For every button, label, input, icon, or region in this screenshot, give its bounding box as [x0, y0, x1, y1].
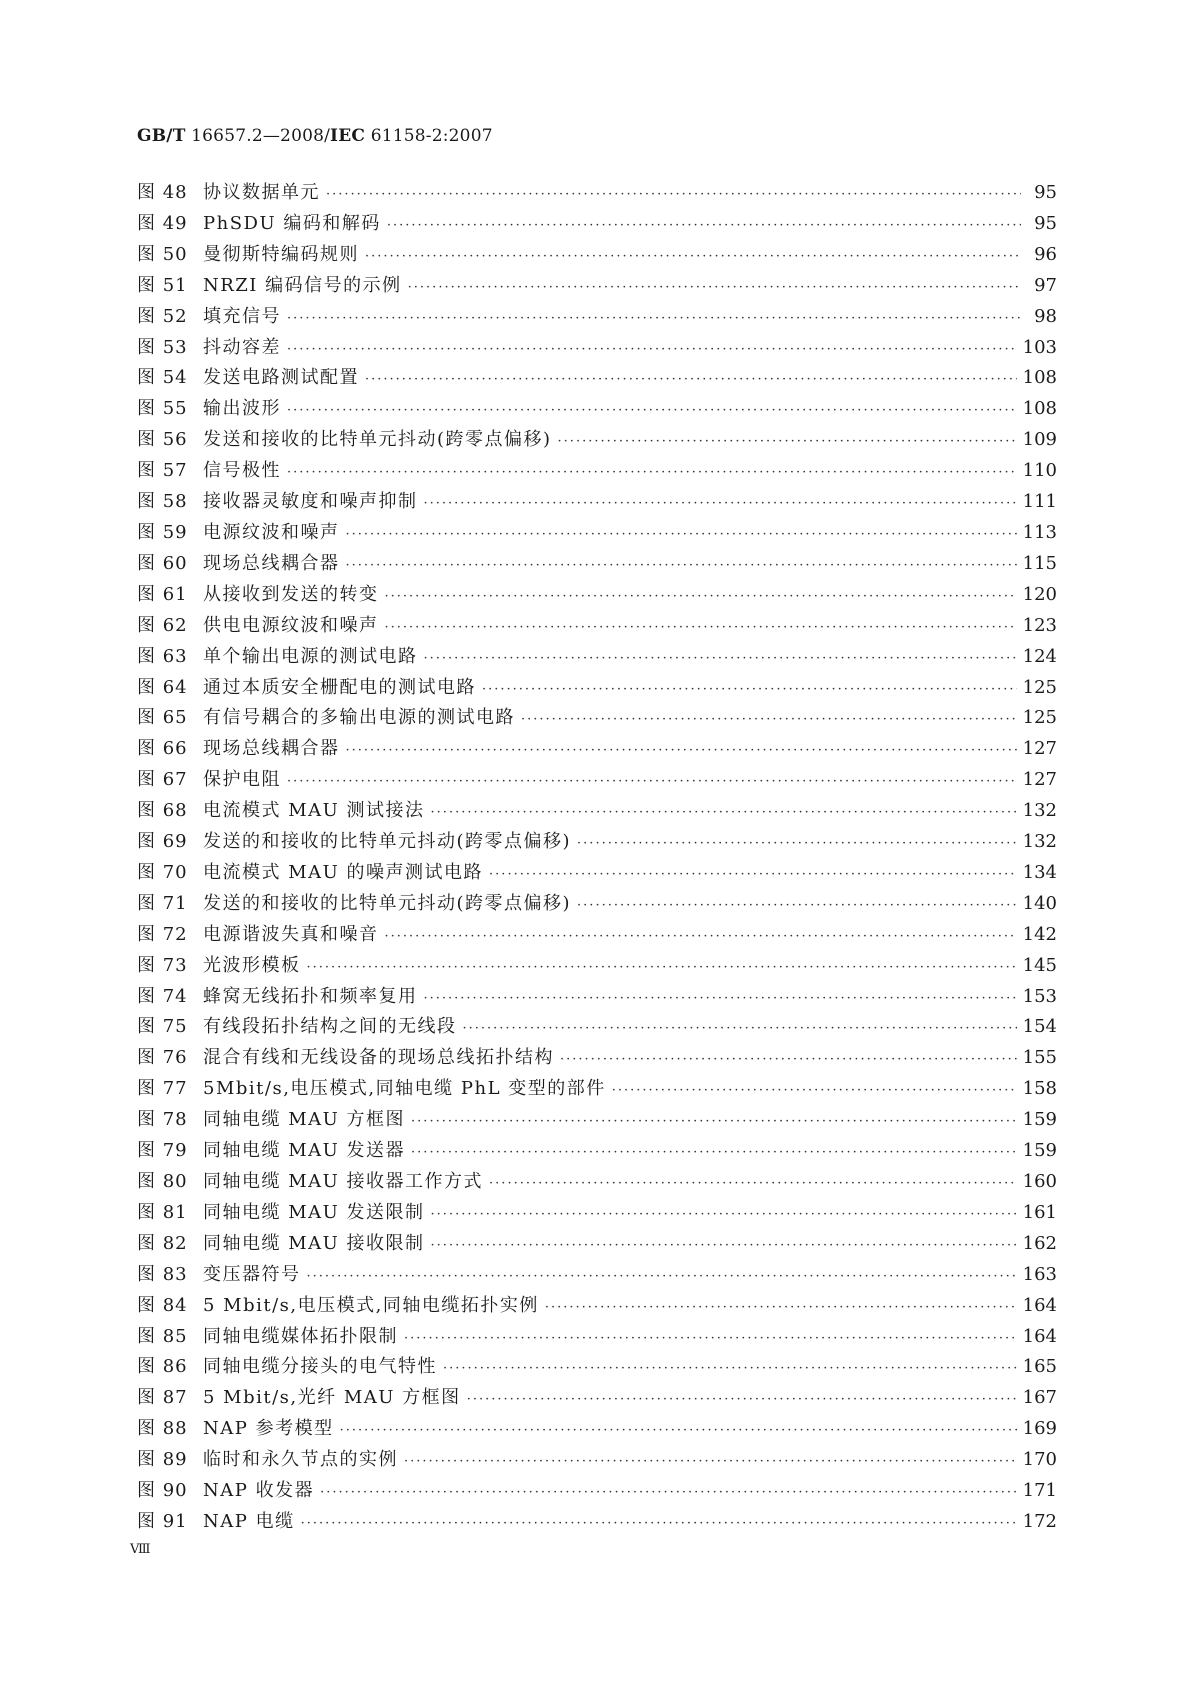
toc-entry[interactable]	[137, 1383, 1057, 1414]
figure-label: 图 62	[137, 614, 188, 636]
dot-leader	[560, 1045, 1017, 1076]
figure-label: 图 56	[137, 429, 188, 451]
toc-entry[interactable]	[137, 1043, 1057, 1074]
figure-title: 曼彻斯特编码规则	[203, 243, 359, 265]
figure-page-number: 109	[1022, 429, 1057, 451]
figure-title: 填充信号	[203, 305, 281, 327]
figure-page-number: 134	[1022, 861, 1057, 883]
figure-page-number: 110	[1022, 460, 1057, 482]
dot-leader	[340, 1416, 1017, 1447]
figure-label: 图 57	[137, 460, 188, 482]
figure-page-number: 169	[1022, 1418, 1057, 1440]
dot-leader	[431, 1200, 1017, 1231]
toc-entry[interactable]	[137, 178, 1057, 209]
figure-page-number: 108	[1022, 367, 1057, 389]
figure-page-number: 153	[1022, 985, 1057, 1007]
dot-leader	[365, 365, 1017, 396]
dot-leader	[404, 1324, 1017, 1355]
toc-entry[interactable]	[137, 982, 1057, 1013]
dot-leader	[558, 427, 1017, 458]
figure-label: 图 85	[137, 1325, 188, 1347]
dot-leader	[301, 1509, 1017, 1540]
figure-page-number: 145	[1022, 954, 1057, 976]
figure-label: 图 77	[137, 1078, 188, 1100]
figure-page-number: 96	[1034, 243, 1057, 265]
dot-leader	[287, 304, 1021, 335]
figure-title: 信号极性	[203, 460, 281, 482]
dot-leader	[287, 767, 1017, 798]
dot-leader	[431, 1231, 1017, 1262]
toc-entry[interactable]	[137, 1198, 1057, 1229]
dot-leader	[411, 1138, 1017, 1169]
toc-entry[interactable]	[137, 487, 1057, 518]
toc-entry[interactable]	[137, 456, 1057, 487]
figure-label: 图 78	[137, 1109, 188, 1131]
figure-list	[137, 178, 1057, 1538]
figure-label: 图 76	[137, 1047, 188, 1069]
figure-label: 图 66	[137, 738, 188, 760]
figure-title: 混合有线和无线设备的现场总线拓扑结构	[203, 1047, 554, 1069]
figure-page-number: 159	[1022, 1109, 1057, 1131]
dot-leader	[482, 675, 1017, 706]
figure-label: 图 64	[137, 676, 188, 698]
toc-entry[interactable]	[137, 1352, 1057, 1383]
dot-leader	[307, 953, 1017, 984]
toc-entry[interactable]	[137, 240, 1057, 271]
figure-page-number: 155	[1022, 1047, 1057, 1069]
figure-label: 图 88	[137, 1418, 188, 1440]
figure-title: 现场总线耦合器	[203, 552, 340, 574]
dot-leader	[443, 1354, 1017, 1385]
dot-leader	[326, 180, 1021, 211]
figure-label: 图 81	[137, 1201, 188, 1223]
figure-label: 图 69	[137, 831, 188, 853]
figure-page-number: 95	[1034, 212, 1057, 234]
toc-entry[interactable]	[137, 951, 1057, 982]
figure-title: 单个输出电源的测试电路	[203, 645, 418, 667]
figure-label: 图 54	[137, 367, 188, 389]
figure-title: 电流模式 MAU 的噪声测试电路	[203, 861, 484, 883]
figure-title: NAP 收发器	[203, 1480, 315, 1502]
figure-title: 发送的和接收的比特单元抖动(跨零点偏移)	[203, 831, 572, 853]
figure-title: 通过本质安全栅配电的测试电路	[203, 676, 476, 698]
toc-entry[interactable]	[137, 549, 1057, 580]
figure-page-number: 103	[1022, 336, 1057, 358]
toc-entry[interactable]	[137, 673, 1057, 704]
toc-entry[interactable]	[137, 1012, 1057, 1043]
toc-entry[interactable]	[137, 765, 1057, 796]
figure-label: 图 61	[137, 583, 188, 605]
dot-leader	[404, 1447, 1017, 1478]
dot-leader	[577, 829, 1017, 860]
figure-title: 同轴电缆 MAU 发送限制	[203, 1201, 425, 1223]
figure-title: 同轴电缆分接头的电气特性	[203, 1356, 437, 1378]
dot-leader	[365, 242, 1021, 273]
toc-entry[interactable]	[137, 642, 1057, 673]
figure-label: 图 74	[137, 985, 188, 1007]
figure-title: NRZI 编码信号的示例	[203, 274, 402, 296]
toc-entry[interactable]	[137, 271, 1057, 302]
figure-label: 图 67	[137, 769, 188, 791]
figure-title: 从接收到发送的转变	[203, 583, 379, 605]
figure-label: 图 65	[137, 707, 188, 729]
dot-leader	[385, 613, 1017, 644]
toc-entry[interactable]	[137, 1229, 1057, 1260]
toc-entry[interactable]	[137, 827, 1057, 858]
toc-entry[interactable]	[137, 1507, 1057, 1538]
figure-page-number: 132	[1022, 800, 1057, 822]
dot-leader	[408, 273, 1021, 304]
figure-label: 图 55	[137, 398, 188, 420]
figure-title: 电流模式 MAU 测试接法	[203, 800, 425, 822]
figure-label: 图 73	[137, 954, 188, 976]
toc-entry[interactable]	[137, 1445, 1057, 1476]
toc-entry[interactable]	[137, 858, 1057, 889]
toc-entry[interactable]	[137, 889, 1057, 920]
figure-label: 图 82	[137, 1232, 188, 1254]
dot-leader	[489, 860, 1017, 891]
figure-label: 图 72	[137, 923, 188, 945]
figure-label: 图 83	[137, 1263, 188, 1285]
toc-entry[interactable]	[137, 333, 1057, 364]
figure-page-number: 115	[1022, 552, 1057, 574]
figure-title: 变压器符号	[203, 1263, 301, 1285]
figure-page-number: 167	[1022, 1387, 1057, 1409]
figure-page-number: 111	[1022, 491, 1057, 513]
dot-leader	[467, 1385, 1017, 1416]
figure-page-number: 163	[1022, 1263, 1057, 1285]
figure-label: 图 60	[137, 552, 188, 574]
toc-entry[interactable]	[137, 1260, 1057, 1291]
figure-page-number: 95	[1034, 182, 1057, 203]
figure-title: 供电电源纹波和噪声	[203, 614, 379, 636]
figure-title: 保护电阻	[203, 769, 281, 791]
figure-label: 图 89	[137, 1449, 188, 1471]
dot-leader	[463, 1014, 1017, 1045]
figure-label: 图 71	[137, 892, 188, 914]
figure-title: 同轴电缆 MAU 发送器	[203, 1140, 406, 1162]
figure-label: 图 59	[137, 521, 188, 543]
figure-page-number: 158	[1022, 1078, 1057, 1100]
figure-page-number: 164	[1022, 1294, 1057, 1316]
figure-label: 图 90	[137, 1480, 188, 1502]
figure-page-number: 125	[1022, 676, 1057, 698]
figure-title: NAP 参考模型	[203, 1418, 334, 1440]
dot-leader	[287, 458, 1017, 489]
figure-label: 图 75	[137, 1016, 188, 1038]
figure-title: 有线段拓扑结构之间的无线段	[203, 1016, 457, 1038]
figure-title: 同轴电缆媒体拓扑限制	[203, 1325, 398, 1347]
figure-title: 有信号耦合的多输出电源的测试电路	[203, 707, 515, 729]
figure-label: 图 58	[137, 491, 188, 513]
figure-title: 现场总线耦合器	[203, 738, 340, 760]
page-number: Ⅷ	[130, 1542, 150, 1557]
figure-label: 图 80	[137, 1171, 188, 1192]
toc-entry[interactable]	[137, 1105, 1057, 1136]
toc-entry[interactable]	[137, 734, 1057, 765]
toc-entry[interactable]	[137, 518, 1057, 549]
figure-page-number: 127	[1022, 738, 1057, 760]
standard-id: GB/T	[137, 126, 186, 146]
toc-entry[interactable]	[137, 425, 1057, 456]
dot-leader	[387, 211, 1021, 242]
figure-title: 5 Mbit/s,电压模式,同轴电缆拓扑实例	[203, 1294, 539, 1316]
dot-leader	[424, 984, 1017, 1015]
figure-page-number: 171	[1022, 1480, 1057, 1502]
figure-page-number: 165	[1022, 1356, 1057, 1378]
figure-title: 5Mbit/s,电压模式,同轴电缆 PhL 变型的部件	[203, 1078, 606, 1100]
figure-title: 抖动容差	[203, 336, 281, 358]
figure-title: NAP 电缆	[203, 1510, 295, 1532]
dot-leader	[424, 489, 1017, 520]
figure-label: 图 91	[137, 1510, 188, 1532]
figure-title: 接收器灵敏度和噪声抑制	[203, 491, 418, 513]
toc-entry[interactable]	[137, 1074, 1057, 1105]
iec-id: IEC	[330, 126, 366, 146]
figure-title: 发送和接收的比特单元抖动(跨零点偏移)	[203, 429, 552, 451]
dot-leader	[346, 736, 1017, 767]
figure-page-number: 140	[1022, 892, 1057, 914]
figure-page-number: 97	[1034, 274, 1057, 296]
dot-leader	[545, 1293, 1017, 1324]
figure-title: 同轴电缆 MAU 方框图	[203, 1109, 406, 1131]
figure-label: 图 49	[137, 212, 188, 234]
toc-entry[interactable]	[137, 703, 1057, 734]
figure-page-number: 162	[1022, 1232, 1057, 1254]
toc-entry[interactable]	[137, 1322, 1057, 1353]
figure-label: 图 79	[137, 1140, 188, 1162]
figure-label: 图 63	[137, 645, 188, 667]
figure-page-number: 164	[1022, 1325, 1057, 1347]
figure-label: 图 68	[137, 800, 188, 822]
figure-page-number: 172	[1022, 1510, 1057, 1532]
dot-leader	[577, 891, 1017, 922]
dot-leader	[287, 335, 1017, 366]
toc-entry[interactable]	[137, 1167, 1057, 1198]
figure-page-number: 154	[1022, 1016, 1057, 1038]
dot-leader	[385, 582, 1017, 613]
figure-title: 同轴电缆 MAU 接收限制	[203, 1232, 425, 1254]
figure-title: 临时和永久节点的实例	[203, 1449, 398, 1471]
figure-title: 蜂窝无线拓扑和频率复用	[203, 985, 418, 1007]
figure-title: PhSDU 编码和解码	[203, 212, 381, 234]
toc-entry[interactable]	[137, 920, 1057, 951]
toc-entry[interactable]	[137, 1136, 1057, 1167]
toc-entry[interactable]	[137, 580, 1057, 611]
toc-entry[interactable]	[137, 209, 1057, 240]
figure-page-number: 161	[1022, 1201, 1057, 1223]
figure-page-number: 125	[1022, 707, 1057, 729]
figure-title: 输出波形	[203, 398, 281, 420]
figure-page-number: 124	[1022, 645, 1057, 667]
dot-leader	[346, 520, 1017, 551]
figure-label: 图 48	[137, 182, 188, 203]
figure-label: 图 87	[137, 1387, 188, 1409]
figure-label: 图 52	[137, 305, 188, 327]
dot-leader	[431, 798, 1017, 829]
figure-page-number: 123	[1022, 614, 1057, 636]
toc-entry[interactable]	[137, 302, 1057, 333]
figure-label: 图 53	[137, 336, 188, 358]
dot-leader	[287, 396, 1017, 427]
figure-title: 电源谐波失真和噪音	[203, 923, 379, 945]
toc-entry[interactable]	[137, 363, 1057, 394]
figure-title: 5 Mbit/s,光纤 MAU 方框图	[203, 1387, 461, 1409]
figure-label: 图 70	[137, 861, 188, 883]
figure-title: 电源纹波和噪声	[203, 521, 340, 543]
figure-page-number: 113	[1022, 521, 1057, 543]
figure-page-number: 108	[1022, 398, 1057, 420]
toc-entry[interactable]	[137, 1414, 1057, 1445]
figure-page-number: 160	[1022, 1171, 1057, 1192]
dot-leader	[320, 1478, 1017, 1509]
figure-page-number: 127	[1022, 769, 1057, 791]
figure-title: 发送的和接收的比特单元抖动(跨零点偏移)	[203, 892, 572, 914]
document-header	[137, 126, 493, 146]
dot-leader	[385, 922, 1017, 953]
toc-entry[interactable]	[137, 1476, 1057, 1507]
dot-leader	[489, 1169, 1017, 1200]
figure-page-number: 159	[1022, 1140, 1057, 1162]
dot-leader	[307, 1262, 1017, 1293]
figure-page-number: 142	[1022, 923, 1057, 945]
figure-title: 光波形模板	[203, 954, 301, 976]
figure-title: 发送电路测试配置	[203, 367, 359, 389]
figure-title: 协议数据单元	[203, 182, 320, 203]
dot-leader	[346, 551, 1017, 582]
dot-leader	[521, 705, 1017, 736]
figure-page-number: 132	[1022, 831, 1057, 853]
standard-number: 16657.2—2008/	[185, 126, 331, 146]
toc-entry[interactable]	[137, 796, 1057, 827]
figure-label: 图 84	[137, 1294, 188, 1316]
figure-page-number: 170	[1022, 1449, 1057, 1471]
toc-entry[interactable]	[137, 394, 1057, 425]
toc-entry[interactable]	[137, 1291, 1057, 1322]
dot-leader	[424, 644, 1017, 675]
figure-label: 图 86	[137, 1356, 188, 1378]
dot-leader	[612, 1076, 1017, 1107]
figure-label: 图 51	[137, 274, 188, 296]
iec-number: 61158-2:2007	[365, 126, 493, 146]
figure-label: 图 50	[137, 243, 188, 265]
toc-entry[interactable]	[137, 611, 1057, 642]
figure-title: 同轴电缆 MAU 接收器工作方式	[203, 1171, 484, 1192]
figure-page-number: 98	[1034, 305, 1057, 327]
figure-page-number: 120	[1022, 583, 1057, 605]
dot-leader	[411, 1107, 1017, 1138]
